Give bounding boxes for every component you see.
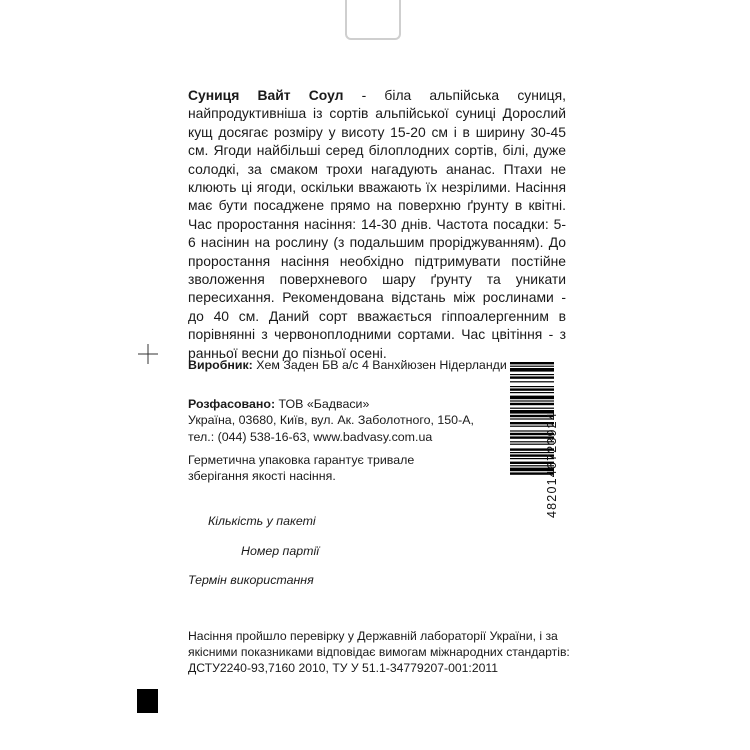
barcode-bar bbox=[510, 392, 554, 393]
manufacturer-info bbox=[188, 357, 528, 373]
expiry-field: Термін використання bbox=[188, 573, 314, 587]
batch-field: Номер партії bbox=[241, 544, 319, 558]
certification-text: Насіння пройшло перевірку у Державній лабораторії України, і за якісними показниками відповідає вимогам міжнародних стандартів: ДСТУ2240-93,7160 2010, ТУ У 51.1-34779207-001:2011 bbox=[188, 629, 570, 676]
storage-note: Герметична упаковка гарантує тривале зберігання якості насіння. bbox=[188, 453, 415, 484]
description-text: - біла альпійська суниця, найпродуктивніша із сортів альпійської суниці Дорослий кущ досягає розміру у висоту 15-20 см і в ширину 30-45 см. Ягоди найбільші серед білоплодних сортів, білі, дуже солодкі, за смаком трохи нагадують ананас. Птахи не клюють ці ягоди, оскільки вважають їх незрілими. Насіння має бути посаджене прямо на поверхню ґрунту в квітні. Час проростання насіння: 14-30 днів. Частота посадки: 5-6 насінин на рослину (з подальшим проріджуванням). До проростання насіння необхідно підтримувати постійне зволоження поверхневого шару ґрунту та уникати пересихання. Рекомендована відстань між рослинами - до 40 см. Даний сорт вважається гіппоалергенним в порівнянні з червоноплодними сортами. Час цвітіння - з ранньої весни до пізньої осені. bbox=[188, 87, 566, 361]
barcode-bar bbox=[510, 368, 554, 372]
manufacturer-label: Виробник: bbox=[188, 358, 253, 372]
hang-tab-outline bbox=[345, 0, 401, 40]
barcode-bar bbox=[510, 362, 554, 364]
product-title: Суниця Вайт Соул bbox=[188, 87, 344, 103]
barcode-digits: 4820146723924 bbox=[545, 412, 559, 518]
packager-label: Розфасовано: bbox=[188, 397, 276, 411]
packager-address: Україна, 03680, Київ, вул. Ак. Заболотного, 150-А, bbox=[188, 413, 474, 428]
barcode-bar bbox=[510, 403, 554, 405]
barcode-bar bbox=[510, 408, 554, 409]
crosshair-registration-icon bbox=[137, 343, 159, 365]
barcode-bar bbox=[510, 376, 554, 378]
manufacturer-text: Хем Заден БВ а/с 4 Ванхйюзен Нідерланди bbox=[252, 358, 507, 372]
barcode-bar bbox=[510, 366, 554, 367]
packager-info bbox=[188, 396, 528, 445]
quantity-field: Кількість у пакеті bbox=[208, 514, 316, 528]
product-description bbox=[188, 86, 566, 362]
packager-name: ТОВ «Бадваси» bbox=[275, 397, 370, 411]
barcode-bar bbox=[510, 400, 554, 401]
barcode-bar bbox=[510, 396, 554, 400]
barcode-bar bbox=[510, 374, 554, 375]
barcode-bar bbox=[510, 381, 554, 382]
barcode bbox=[510, 360, 580, 520]
barcode-bar bbox=[510, 388, 554, 390]
packager-contacts: тел.: (044) 538-16-63, www.badvasy.com.ua bbox=[188, 429, 433, 444]
registration-square bbox=[137, 689, 158, 713]
barcode-bar bbox=[510, 386, 554, 387]
